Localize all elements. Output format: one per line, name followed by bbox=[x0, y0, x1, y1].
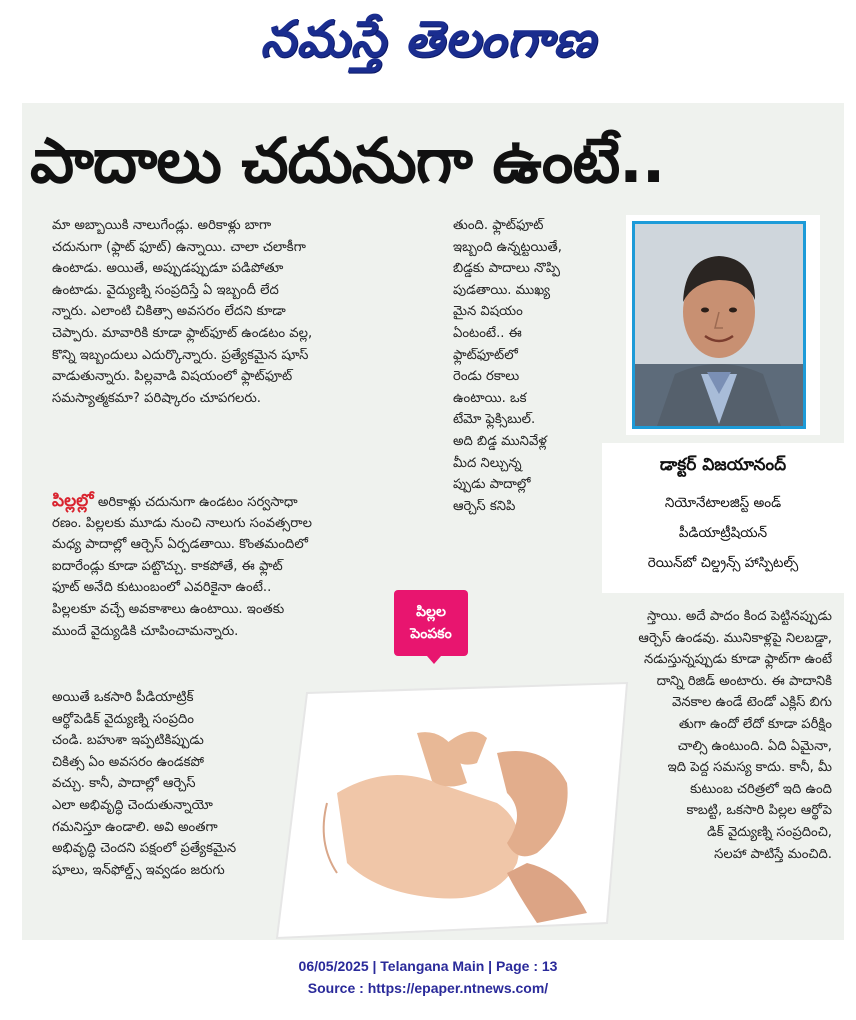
question-line: చెప్పారు. మావారికి కూడా ఫ్లాట్‌ఫూట్ ఉండటం వల్ల, bbox=[52, 325, 313, 341]
answer-first-rest: అరికాళ్లు చదునుగా ఉండటం సర్వసాధా bbox=[93, 495, 298, 510]
doctor-photo-box bbox=[626, 215, 820, 435]
answer-right-line: తుగా ఉందో లేదో కూడా పరీక్షిం bbox=[678, 716, 832, 732]
child-foot-photo bbox=[267, 673, 637, 940]
answer-left-line: చికిత్స ఏం అవసరం ఉండకపో bbox=[52, 754, 204, 770]
answer-left-line: ఆర్థోపెడిక్ వైద్యుణ్ని సంప్రదిం bbox=[52, 711, 194, 727]
answer-middle-line: పుడతాయి. ముఖ్య bbox=[453, 282, 551, 298]
answer-middle-line: మైన విషయం bbox=[453, 304, 523, 320]
doctor-name: డాక్టర్ విజయానంద్ bbox=[659, 455, 787, 475]
answer-right-line: వెనకాల ఉండే టెండో ఎక్లిస్ బిగు bbox=[671, 695, 832, 711]
answer-right-line: దాన్ని రిజిడ్ అంటారు. ఈ పాదానికి bbox=[656, 673, 832, 689]
doctor-photo bbox=[632, 221, 806, 429]
answer-middle-line: మీద నిల్చున్న bbox=[453, 455, 522, 471]
answer-left-line: అభివృద్ధి చెందని పక్షంలో ప్రత్యేకమైన bbox=[52, 841, 237, 857]
answer-right-line: డిక్ వైద్యుణ్ని సంప్రదించి, bbox=[707, 824, 832, 840]
answer-right-line: స్తాయి. అదే పాదం కింద పెట్టినప్పుడు bbox=[646, 609, 832, 624]
answer-right-line: చాల్సి ఉంటుంది. ఏది ఏమైనా, bbox=[677, 738, 832, 754]
answer-line: ఐదారేండ్లు కూడా పట్టొచ్చు. కాకపోతే, ఈ ఫ్లాట్ bbox=[52, 558, 283, 574]
question-line: న్నారు. ఎలాంటి చికిత్సా అవసరం లేదని కూడా bbox=[52, 304, 286, 320]
doctor-title-2: పీడియాట్రీషియన్ bbox=[678, 525, 768, 541]
article-clipping bbox=[22, 103, 844, 940]
answer-right-line: సలహా పాటిస్తే మంచిది. bbox=[714, 846, 832, 862]
answer-middle-line: ప్పుడు పాదాల్లో bbox=[453, 477, 531, 493]
answer-line: మధ్య పాదాల్లో ఆర్చెస్ ఏర్పడతాయి. కొంతమందిలో bbox=[52, 537, 308, 553]
answer-middle-line: టేమో ఫ్లెక్సిబుల్. bbox=[453, 412, 536, 428]
doctor-caption bbox=[602, 443, 844, 593]
question-line: కొన్ని ఇబ్బందులు ఎదుర్కొన్నారు. ప్రత్యేకమైన షూస్ bbox=[52, 347, 309, 363]
answer-right-line: కాబట్టి, ఒకసారి పిల్లల ఆర్థోపె bbox=[686, 803, 832, 819]
answer-middle-line: ఫ్లాట్‌ఫూట్‌లో bbox=[453, 347, 518, 363]
footer-source: Source : https://epaper.ntnews.com/ bbox=[307, 980, 549, 996]
answer-middle-line: బిడ్డకు పాదాలు నొప్పి bbox=[453, 261, 560, 277]
answer-continued-middle bbox=[453, 215, 613, 517]
question-line: వాడుతున్నారు. పిల్లవాడి విషయంలో ఫ్లాట్‌ఫూట్ bbox=[52, 369, 293, 385]
answer-line: రణం. పిల్లలకు మూడు నుంచి నాలుగు సంవత్సరాల bbox=[52, 515, 312, 531]
answer-right-line: ఆర్చెస్ ఉండవు. మునికాళ్లపై నిలబడ్డా, bbox=[638, 630, 832, 646]
child-foot-illustration bbox=[267, 673, 637, 940]
question-line: సమస్యాత్మకమా? పరిష్కారం చూపగలరు. bbox=[52, 390, 261, 406]
answer-middle-line: ఆర్చెస్ కనిపి bbox=[453, 498, 516, 514]
section-tag-pointer bbox=[427, 656, 441, 664]
answer-middle-line: తుంది. ఫ్లాట్‌ఫూట్ bbox=[453, 218, 544, 233]
answer-first-line bbox=[52, 491, 452, 513]
masthead bbox=[0, 0, 856, 90]
answer-left-line: చండి. బహుశా ఇప్పటికిప్పుడు bbox=[52, 733, 204, 749]
article-headline: పాదాలు చదునుగా ఉంటే.. bbox=[30, 124, 665, 197]
answer-left-line: వచ్చు. కానీ, పాదాల్లో ఆర్చెస్ bbox=[52, 776, 196, 792]
footer-meta: 06/05/2025 | Telangana Main | Page : 13 bbox=[298, 958, 558, 974]
answer-line: ఫూట్ అనేది కుటుంబంలో ఎవరికైనా ఉంటే.. bbox=[52, 580, 272, 596]
newspaper-title: నమస్తే తెలంగాణ bbox=[260, 9, 596, 68]
doctor-hospital: రెయిన్‌బో చిల్డ్రన్స్ హాస్పిటల్స్ bbox=[647, 555, 799, 571]
answer-middle-line: అది బిడ్డ మునివేళ్ల bbox=[453, 433, 547, 449]
answer-left-line: గమనిస్తూ ఉండాలి. అవి అంతగా bbox=[52, 819, 218, 835]
answer-right-line: నడుస్తున్నప్పుడు కూడా ఫ్లాట్‌గా ఉంటే bbox=[644, 652, 832, 668]
answer-middle-line: ఇబ్బంది ఉన్నట్టయితే, bbox=[453, 239, 562, 255]
answer-intro bbox=[52, 491, 452, 642]
section-tag bbox=[394, 590, 468, 656]
answer-right-line: ఇది పెద్ద సమస్య కాదు. కానీ, మీ bbox=[667, 760, 832, 776]
answer-middle-line: ఉంటాయి. ఒక bbox=[453, 390, 527, 406]
answer-middle-line: రెండు రకాలు bbox=[453, 369, 520, 385]
answer-left-line: ఎలా అభివృద్ధి చెందుతున్నాయో bbox=[52, 797, 213, 813]
reader-question bbox=[52, 215, 452, 409]
answer-lead-word: పిల్లల్లో bbox=[52, 491, 94, 511]
answer-left-line: షూలు, ఇన్‌ఫోల్డ్స్ ఇవ్వడం జరుగు bbox=[52, 862, 225, 878]
answer-line: ముందే వైద్యుడికి చూపించామన్నారు. bbox=[52, 623, 239, 639]
doctor-title-1: నియోనేటాలజిస్ట్ అండ్ bbox=[664, 495, 782, 511]
answer-continued-left bbox=[52, 687, 282, 881]
question-line: చదునుగా (ఫ్లాట్ ఫూట్) ఉన్నాయి. చాలా చలాకీగా bbox=[52, 239, 306, 255]
answer-left-line: అయితే ఒకసారి పీడియాట్రిక్ bbox=[52, 690, 194, 705]
doctor-portrait-illustration bbox=[635, 224, 803, 426]
question-line: ఉంటాడు. వైద్యుణ్ని సంప్రదిస్తే ఏ ఇబ్బందీ లేద bbox=[52, 282, 279, 298]
answer-right-line: కుటుంబ చరిత్రలో ఇది ఉంది bbox=[690, 781, 832, 797]
answer-line: పిల్లలకూ వచ్చే అవకాశాలు ఉంటాయి. ఇంతకు bbox=[52, 601, 285, 617]
section-tag-line1: పిల్లల bbox=[416, 604, 446, 620]
answer-lines bbox=[52, 513, 452, 643]
question-line: ఉంటాడు. అయితే, అప్పుడప్పుడూ పడిపోతూ bbox=[52, 261, 284, 277]
question-line: మా అబ్బాయికి నాలుగేండ్లు. అరికాళ్లు బాగా bbox=[52, 218, 272, 233]
section-tag-line2: పెంపకం bbox=[410, 626, 452, 642]
answer-middle-line: ఏంటంటే.. ఈ bbox=[453, 325, 522, 341]
